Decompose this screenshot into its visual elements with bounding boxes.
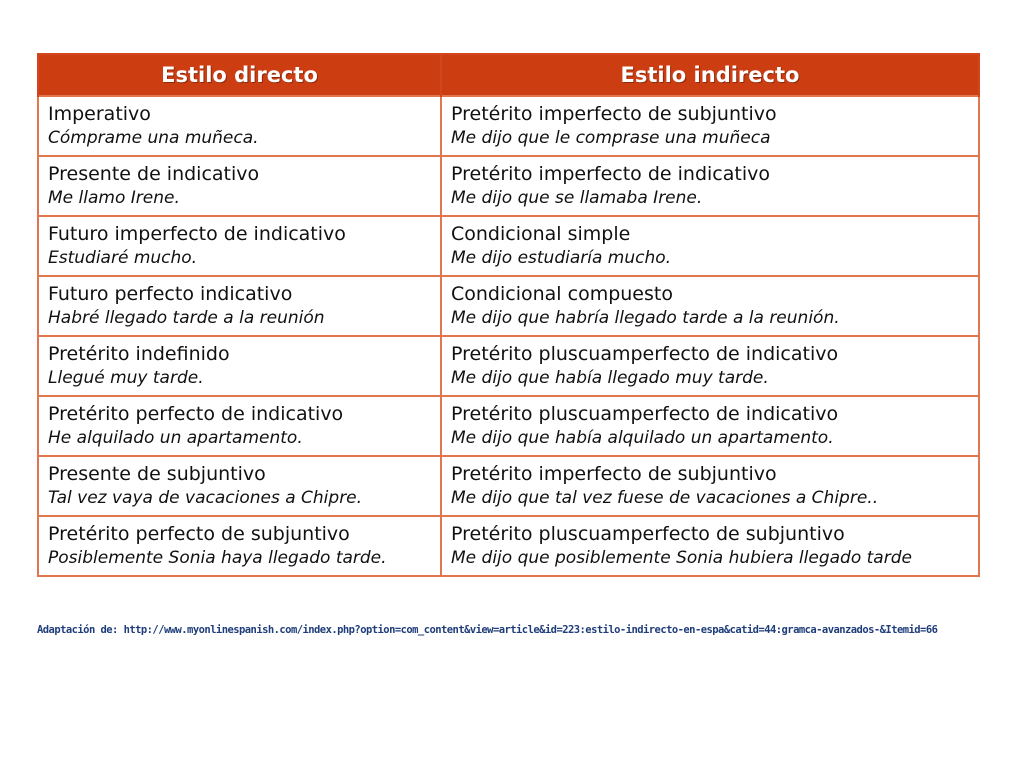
direct-example: He alquilado un apartamento. bbox=[48, 428, 303, 448]
indirect-cell bbox=[441, 336, 979, 396]
indirect-example: Me dijo que tal vez fuese de vacaciones a Chipre.. bbox=[451, 488, 879, 508]
table-header bbox=[38, 54, 979, 96]
indirect-tense: Pretérito imperfecto de subjuntivo bbox=[451, 463, 777, 485]
indirect-tense: Pretérito imperfecto de subjuntivo bbox=[451, 103, 777, 125]
direct-tense: Presente de indicativo bbox=[48, 163, 260, 185]
direct-tense: Presente de subjuntivo bbox=[48, 463, 266, 485]
header-row bbox=[38, 54, 979, 96]
indirect-tense: Condicional compuesto bbox=[451, 283, 673, 305]
header-direct-style: Estilo directo bbox=[38, 54, 441, 96]
table-row bbox=[38, 336, 979, 396]
direct-tense: Futuro perfecto indicativo bbox=[48, 283, 293, 305]
direct-example: Posiblemente Sonia haya llegado tarde. bbox=[48, 548, 387, 568]
direct-example: Estudiaré mucho. bbox=[48, 248, 198, 268]
table-row bbox=[38, 156, 979, 216]
table-row bbox=[38, 96, 979, 156]
direct-cell bbox=[38, 156, 441, 216]
indirect-tense: Pretérito pluscuamperfecto de indicativo bbox=[451, 403, 839, 425]
direct-cell bbox=[38, 216, 441, 276]
indirect-tense: Pretérito pluscuamperfecto de indicativo bbox=[451, 343, 839, 365]
header-indirect-style: Estilo indirecto bbox=[441, 54, 979, 96]
indirect-example: Me dijo que habría llegado tarde a la reunión. bbox=[451, 308, 840, 328]
direct-cell bbox=[38, 516, 441, 576]
direct-cell bbox=[38, 336, 441, 396]
direct-example: Tal vez vaya de vacaciones a Chipre. bbox=[48, 488, 363, 508]
table-row bbox=[38, 516, 979, 576]
table-row bbox=[38, 276, 979, 336]
direct-tense: Pretérito perfecto de indicativo bbox=[48, 403, 344, 425]
indirect-cell bbox=[441, 456, 979, 516]
grammar-table bbox=[37, 53, 980, 577]
indirect-cell bbox=[441, 276, 979, 336]
direct-cell bbox=[38, 96, 441, 156]
table-body bbox=[38, 96, 979, 576]
indirect-cell bbox=[441, 516, 979, 576]
indirect-tense: Pretérito pluscuamperfecto de subjuntivo bbox=[451, 523, 845, 545]
direct-tense: Futuro imperfecto de indicativo bbox=[48, 223, 346, 245]
direct-cell bbox=[38, 396, 441, 456]
indirect-example: Me dijo que se llamaba Irene. bbox=[451, 188, 703, 208]
indirect-cell bbox=[441, 96, 979, 156]
direct-tense: Pretérito perfecto de subjuntivo bbox=[48, 523, 350, 545]
indirect-example: Me dijo que le comprase una muñeca bbox=[451, 128, 771, 148]
source-citation: Adaptación de: http://www.myonlinespanish.com/index.php?option=com_content&view=article&id=223:estilo-indirecto-en-espa&catid=44:gramca-avanzados-&Itemid=66 bbox=[37, 624, 938, 636]
direct-tense: Imperativo bbox=[48, 103, 151, 125]
indirect-example: Me dijo que había llegado muy tarde. bbox=[451, 368, 769, 388]
direct-example: Llegué muy tarde. bbox=[48, 368, 204, 388]
direct-cell bbox=[38, 456, 441, 516]
indirect-cell bbox=[441, 156, 979, 216]
indirect-tense: Pretérito imperfecto de indicativo bbox=[451, 163, 770, 185]
indirect-tense: Condicional simple bbox=[451, 223, 631, 245]
indirect-example: Me dijo estudiaría mucho. bbox=[451, 248, 672, 268]
direct-tense: Pretérito indefinido bbox=[48, 343, 230, 365]
direct-example: Me llamo Irene. bbox=[48, 188, 180, 208]
direct-example: Cómprame una muñeca. bbox=[48, 128, 259, 148]
table-row bbox=[38, 456, 979, 516]
indirect-cell bbox=[441, 216, 979, 276]
table-row bbox=[38, 216, 979, 276]
indirect-cell bbox=[441, 396, 979, 456]
indirect-example: Me dijo que posiblemente Sonia hubiera llegado tarde bbox=[451, 548, 912, 568]
indirect-example: Me dijo que había alquilado un apartamento. bbox=[451, 428, 834, 448]
table-row bbox=[38, 396, 979, 456]
direct-cell bbox=[38, 276, 441, 336]
direct-example: Habré llegado tarde a la reunión bbox=[48, 308, 325, 328]
